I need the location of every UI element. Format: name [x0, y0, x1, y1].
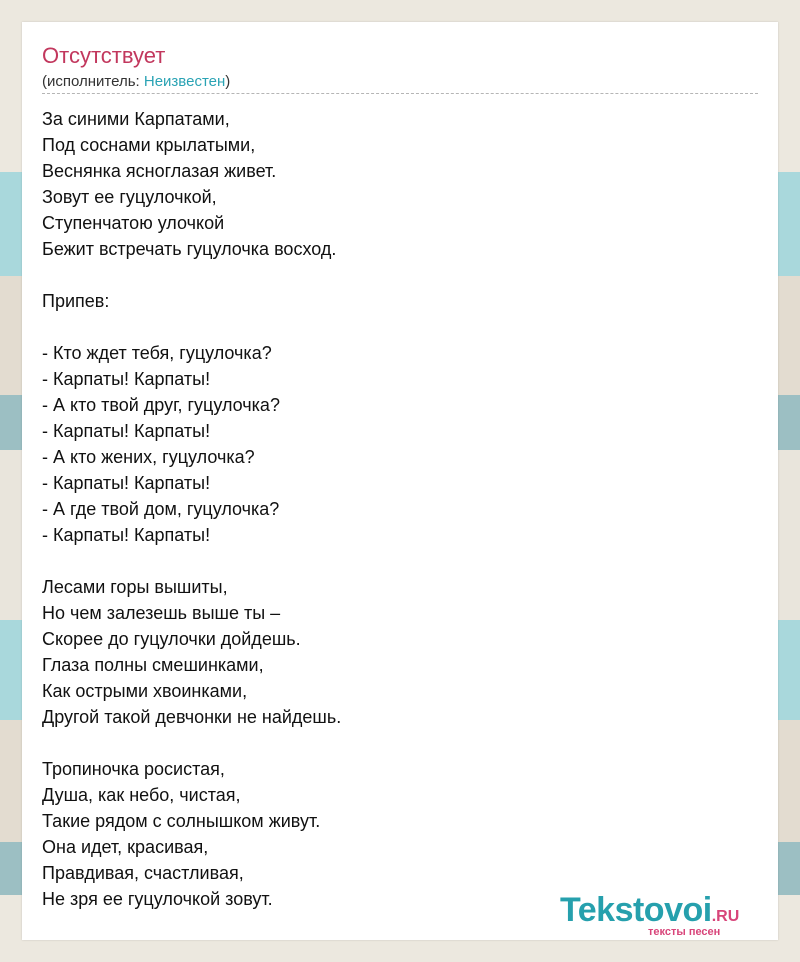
title-divider: [42, 93, 758, 94]
lyric-line: - А кто жених, гуцулочка?: [42, 447, 255, 467]
lyric-line: - Карпаты! Карпаты!: [42, 369, 211, 389]
song-title: Отсутствует: [42, 43, 166, 68]
lyric-line: За синими Карпатами,: [42, 109, 230, 129]
lyric-line: Не зря ее гуцулочкой зовут.: [42, 889, 273, 909]
logo-name: Tekstovoi: [560, 891, 712, 929]
lyrics-text: [42, 106, 742, 912]
lyric-line: Другой такой девчонки не найдешь.: [42, 707, 342, 727]
lyric-line: Глаза полны смешинками,: [42, 655, 264, 675]
lyric-line: - Карпаты! Карпаты!: [42, 473, 211, 493]
lyric-line: Но чем залезешь выше ты –: [42, 603, 281, 623]
lyric-line: - Карпаты! Карпаты!: [42, 421, 211, 441]
lyric-line: [42, 548, 742, 574]
lyric-line: - Карпаты! Карпаты!: [42, 525, 211, 545]
artist-link[interactable]: Неизвестен: [143, 73, 226, 90]
lyric-line: - А кто твой друг, гуцулочка?: [42, 395, 280, 415]
lyric-line: Лесами горы вышиты,: [42, 577, 228, 597]
lyric-line: Как острыми хвоинками,: [42, 681, 248, 701]
lyric-line: Под соснами крылатыми,: [42, 135, 256, 155]
lyric-line: Она идет, красивая,: [42, 837, 209, 857]
lyric-line: Скорее до гуцулочки дойдешь.: [42, 629, 301, 649]
artist-line: [42, 73, 230, 91]
lyric-line: Такие рядом с солнышком живут.: [42, 811, 321, 831]
lyric-line: - Кто ждет тебя, гуцулочка?: [42, 343, 272, 363]
lyric-line: [42, 314, 742, 340]
lyric-line: Бежит встречать гуцулочка восход.: [42, 239, 337, 259]
artist-prefix: (исполнитель:: [42, 73, 144, 90]
lyric-line: Тропиночка росистая,: [42, 759, 225, 779]
site-logo[interactable]: [560, 892, 770, 936]
logo-domain: .RU: [711, 908, 740, 925]
lyric-line: Душа, как небо, чистая,: [42, 785, 241, 805]
logo-tagline: тексты песен: [648, 926, 721, 938]
artist-suffix: ): [225, 73, 231, 90]
lyrics-card: [22, 22, 778, 940]
lyric-line: Веснянка ясноглазая живет.: [42, 161, 277, 181]
lyric-line: Правдивая, счастливая,: [42, 863, 244, 883]
lyric-line: [42, 730, 742, 756]
lyric-line: Припев:: [42, 291, 110, 311]
lyric-line: - А где твой дом, гуцулочка?: [42, 499, 280, 519]
lyric-line: [42, 262, 742, 288]
lyric-line: Зовут ее гуцулочкой,: [42, 187, 217, 207]
lyric-line: Ступенчатою улочкой: [42, 213, 225, 233]
